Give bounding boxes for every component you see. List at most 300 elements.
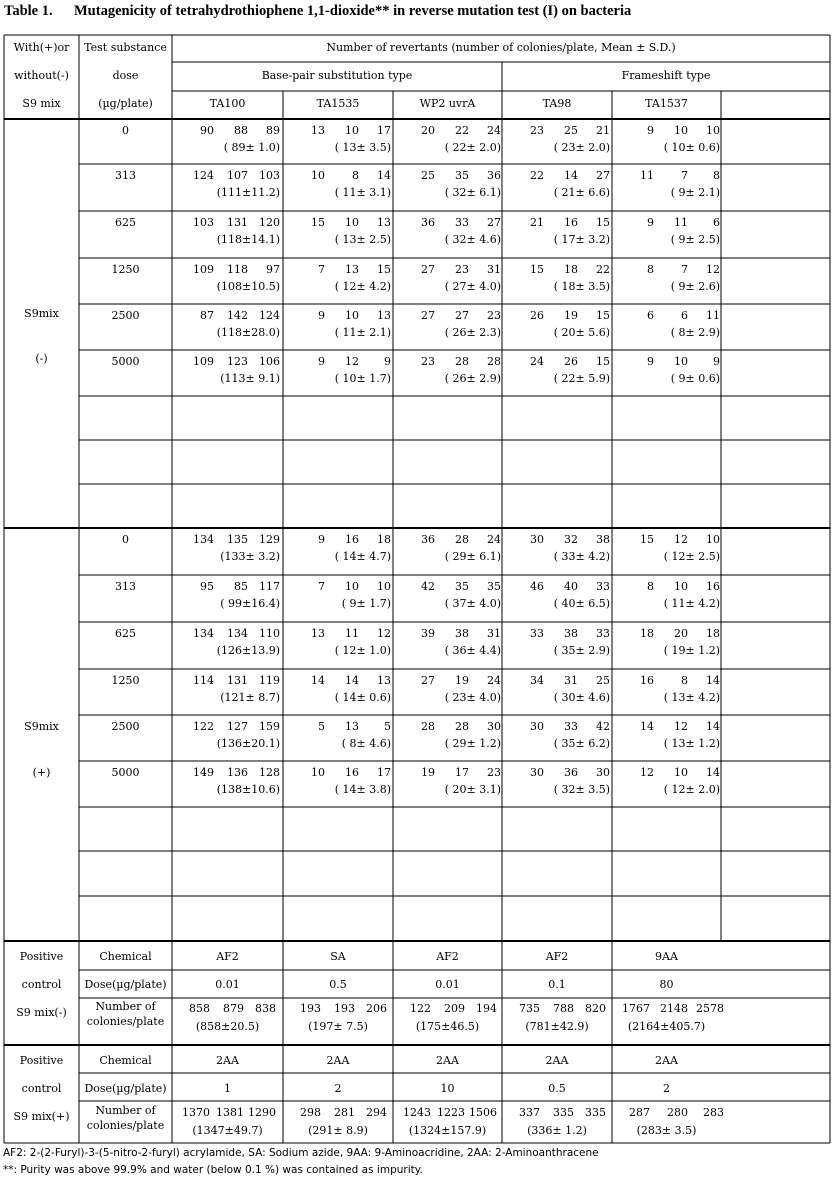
colony-count: 10 <box>706 124 720 137</box>
mean-sd: ( 29± 1.2) <box>444 737 501 750</box>
colony-count: 10 <box>674 124 688 137</box>
colony-count: 142 <box>227 309 248 322</box>
positive-colony-count: 838 <box>255 1002 276 1015</box>
colony-count: 11 <box>640 169 654 182</box>
mean-sd: ( 37± 4.0) <box>444 597 501 610</box>
mean-sd: ( 30± 4.6) <box>553 691 610 704</box>
row-label-dose: Dose(µg/plate) <box>84 1082 167 1095</box>
mean-sd: ( 12± 2.5) <box>663 550 720 563</box>
base-pair-header: Base-pair substitution type <box>261 69 413 82</box>
colony-count: 25 <box>421 169 435 182</box>
mean-sd: ( 12± 1.0) <box>334 644 391 657</box>
row-label-number: Number of <box>95 1000 156 1013</box>
dose-cell: 0 <box>122 124 129 137</box>
positive-colony-count: 294 <box>366 1106 387 1119</box>
colony-count: 12 <box>674 720 688 733</box>
colony-count: 16 <box>564 216 578 229</box>
dose-cell: 625 <box>115 627 136 640</box>
colony-count: 35 <box>487 580 501 593</box>
colony-count: 117 <box>259 580 280 593</box>
colony-count: 35 <box>455 580 469 593</box>
colony-count: 10 <box>311 766 325 779</box>
s9-block-label: S9mix <box>24 720 59 733</box>
colony-count: 27 <box>421 263 435 276</box>
mean-sd: ( 26± 2.9) <box>444 372 501 385</box>
mean-sd: ( 27± 4.0) <box>444 280 501 293</box>
s9-block-label: S9mix <box>24 307 59 320</box>
colony-count: 19 <box>455 674 469 687</box>
colony-count: 110 <box>259 627 280 640</box>
colony-count: 22 <box>455 124 469 137</box>
colony-count: 7 <box>681 169 688 182</box>
positive-colony-count: 1223 <box>437 1106 465 1119</box>
colony-count: 8 <box>352 169 359 182</box>
positive-chemical: AF2 <box>436 950 459 963</box>
colony-count: 10 <box>674 355 688 368</box>
colony-count: 9 <box>713 355 720 368</box>
mean-sd: (136±20.1) <box>216 737 280 750</box>
colony-count: 39 <box>421 627 435 640</box>
colony-count: 10 <box>706 533 720 546</box>
mean-sd: ( 14± 4.7) <box>334 550 391 563</box>
positive-colony-count: 280 <box>667 1106 688 1119</box>
colony-count: 25 <box>596 674 610 687</box>
colony-count: 15 <box>311 216 325 229</box>
colony-count: 6 <box>681 309 688 322</box>
mean-sd: ( 10± 0.6) <box>663 141 720 154</box>
colony-count: 24 <box>487 533 501 546</box>
colony-count: 17 <box>377 124 391 137</box>
row-label-dose: Dose(µg/plate) <box>84 978 167 991</box>
colony-count: 159 <box>259 720 280 733</box>
colony-count: 31 <box>487 627 501 640</box>
mean-sd: ( 19± 1.2) <box>663 644 720 657</box>
strain-header: WP2 uvrA <box>419 97 476 110</box>
positive-chemical: 9AA <box>655 950 678 963</box>
colony-count: 123 <box>227 355 248 368</box>
colony-count: 103 <box>259 169 280 182</box>
colony-count: 18 <box>640 627 654 640</box>
positive-colony-count: 298 <box>300 1106 321 1119</box>
mean-sd: (118±14.1) <box>216 233 280 246</box>
mean-sd: ( 8± 2.9) <box>670 326 720 339</box>
colony-count: 31 <box>487 263 501 276</box>
colony-count: 22 <box>530 169 544 182</box>
mean-sd: ( 33± 4.2) <box>553 550 610 563</box>
mean-sd: ( 89± 1.0) <box>223 141 280 154</box>
colony-count: 131 <box>227 674 248 687</box>
colony-count: 120 <box>259 216 280 229</box>
colony-count: 106 <box>259 355 280 368</box>
colony-count: 87 <box>200 309 214 322</box>
colony-count: 42 <box>421 580 435 593</box>
s9-block-label: (-) <box>35 352 48 365</box>
positive-colony-count: 879 <box>223 1002 244 1015</box>
dose-cell: 313 <box>115 580 136 593</box>
colony-count: 8 <box>713 169 720 182</box>
colony-count: 33 <box>564 720 578 733</box>
mean-sd: ( 9± 0.6) <box>670 372 720 385</box>
mean-sd: ( 8± 4.6) <box>341 737 391 750</box>
mean-sd: ( 20± 5.6) <box>553 326 610 339</box>
row-label-colonies: colonies/plate <box>86 1015 165 1028</box>
mean-sd: ( 23± 2.0) <box>553 141 610 154</box>
mean-sd: (126±13.9) <box>216 644 280 657</box>
colony-count: 10 <box>674 766 688 779</box>
mean-sd: ( 35± 2.9) <box>553 644 610 657</box>
colony-count: 36 <box>421 533 435 546</box>
colony-count: 16 <box>345 766 359 779</box>
strain-header: TA1537 <box>645 97 688 110</box>
s9-mix-header-line: S9 mix <box>22 97 61 110</box>
dose-cell: 1250 <box>111 674 140 687</box>
positive-dose: 0.1 <box>548 978 566 991</box>
positive-control-label: control <box>21 1082 62 1095</box>
positive-control-label: control <box>21 978 62 991</box>
colony-count: 20 <box>674 627 688 640</box>
footnote-purity: **: Purity was above 99.9% and water (below 0.1 %) was contained as impurity. <box>3 1164 423 1176</box>
colony-count: 16 <box>640 674 654 687</box>
s9-mix-header-line: without(-) <box>14 69 69 82</box>
test-substance-header-line: Test substance <box>84 41 167 54</box>
colony-count: 13 <box>345 263 359 276</box>
colony-count: 114 <box>193 674 214 687</box>
colony-count: 8 <box>647 263 654 276</box>
mean-sd: ( 11± 4.2) <box>663 597 720 610</box>
colony-count: 13 <box>377 309 391 322</box>
colony-count: 10 <box>377 580 391 593</box>
table-caption: Mutagenicity of tetrahydrothiophene 1,1-dioxide** in reverse mutation test (I) on bacteria <box>74 3 632 19</box>
colony-count: 27 <box>487 216 501 229</box>
colony-count: 36 <box>564 766 578 779</box>
mean-sd: ( 22± 5.9) <box>553 372 610 385</box>
colony-count: 10 <box>345 309 359 322</box>
colony-count: 124 <box>193 169 214 182</box>
mean-sd: ( 14± 0.6) <box>334 691 391 704</box>
mean-sd: ( 23± 4.0) <box>444 691 501 704</box>
colony-count: 31 <box>564 674 578 687</box>
colony-count: 27 <box>421 674 435 687</box>
colony-count: 12 <box>706 263 720 276</box>
colony-count: 33 <box>530 627 544 640</box>
colony-count: 107 <box>227 169 248 182</box>
colony-count: 28 <box>455 720 469 733</box>
colony-count: 16 <box>345 533 359 546</box>
colony-count: 15 <box>596 309 610 322</box>
colony-count: 17 <box>455 766 469 779</box>
colony-count: 18 <box>377 533 391 546</box>
dose-cell: 313 <box>115 169 136 182</box>
colony-count: 12 <box>640 766 654 779</box>
colony-count: 34 <box>530 674 544 687</box>
colony-count: 5 <box>318 720 325 733</box>
positive-mean-sd: (2164±405.7) <box>627 1020 706 1033</box>
colony-count: 17 <box>377 766 391 779</box>
colony-count: 15 <box>377 263 391 276</box>
mean-sd: ( 9± 1.7) <box>341 597 391 610</box>
positive-control-label: Positive <box>19 1054 64 1067</box>
positive-colony-count: 1381 <box>216 1106 244 1119</box>
positive-chemical: AF2 <box>216 950 239 963</box>
mean-sd: ( 17± 3.2) <box>553 233 610 246</box>
colony-count: 95 <box>200 580 214 593</box>
mean-sd: ( 13± 4.2) <box>663 691 720 704</box>
mean-sd: (111±11.2) <box>216 186 280 199</box>
colony-count: 30 <box>530 533 544 546</box>
colony-count: 109 <box>193 355 214 368</box>
colony-count: 10 <box>345 124 359 137</box>
row-label-colonies: colonies/plate <box>86 1119 165 1132</box>
colony-count: 6 <box>647 309 654 322</box>
colony-count: 135 <box>227 533 248 546</box>
colony-count: 14 <box>564 169 578 182</box>
colony-count: 134 <box>193 627 214 640</box>
colony-count: 33 <box>455 216 469 229</box>
mean-sd: ( 35± 6.2) <box>553 737 610 750</box>
dose-cell: 2500 <box>111 309 140 322</box>
positive-mean-sd: (858±20.5) <box>195 1020 260 1033</box>
positive-dose: 2 <box>334 1082 342 1095</box>
positive-dose: 10 <box>440 1082 455 1095</box>
mean-sd: ( 22± 2.0) <box>444 141 501 154</box>
positive-dose: 0.01 <box>435 978 460 991</box>
mean-sd: ( 10± 1.7) <box>334 372 391 385</box>
colony-count: 27 <box>421 309 435 322</box>
mean-sd: (121± 8.7) <box>220 691 280 704</box>
colony-count: 32 <box>564 533 578 546</box>
colony-count: 6 <box>713 216 720 229</box>
mean-sd: ( 36± 4.4) <box>444 644 501 657</box>
colony-count: 122 <box>193 720 214 733</box>
positive-colony-count: 122 <box>410 1002 431 1015</box>
mean-sd: ( 9± 2.5) <box>670 233 720 246</box>
colony-count: 85 <box>234 580 248 593</box>
colony-count: 15 <box>640 533 654 546</box>
colony-count: 88 <box>234 124 248 137</box>
colony-count: 16 <box>706 580 720 593</box>
positive-mean-sd: (1347±49.7) <box>192 1124 263 1137</box>
mean-sd: ( 13± 2.5) <box>334 233 391 246</box>
colony-count: 22 <box>596 263 610 276</box>
positive-chemical: SA <box>330 950 346 963</box>
mean-sd: ( 21± 6.6) <box>553 186 610 199</box>
colony-count: 12 <box>674 533 688 546</box>
colony-count: 118 <box>227 263 248 276</box>
revertants-header: Number of revertants (number of colonies/plate, Mean ± S.D.) <box>326 41 676 54</box>
colony-count: 18 <box>706 627 720 640</box>
strain-header: TA98 <box>542 97 572 110</box>
positive-colony-count: 858 <box>189 1002 210 1015</box>
colony-count: 9 <box>647 124 654 137</box>
colony-count: 14 <box>377 169 391 182</box>
positive-dose: 0.5 <box>329 978 347 991</box>
colony-count: 14 <box>706 766 720 779</box>
colony-count: 15 <box>530 263 544 276</box>
colony-count: 18 <box>564 263 578 276</box>
positive-chemical: AF2 <box>545 950 569 963</box>
positive-colony-count: 337 <box>519 1106 540 1119</box>
colony-count: 8 <box>681 674 688 687</box>
mean-sd: (108±10.5) <box>216 280 280 293</box>
colony-count: 28 <box>421 720 435 733</box>
colony-count: 21 <box>530 216 544 229</box>
positive-dose: 80 <box>659 978 674 991</box>
colony-count: 23 <box>530 124 544 137</box>
mean-sd: (118±28.0) <box>216 326 280 339</box>
colony-count: 11 <box>674 216 688 229</box>
strain-header: TA100 <box>209 97 246 110</box>
dose-cell: 5000 <box>111 766 140 779</box>
colony-count: 20 <box>421 124 435 137</box>
colony-count: 10 <box>345 580 359 593</box>
mean-sd: ( 29± 6.1) <box>444 550 501 563</box>
colony-count: 24 <box>487 674 501 687</box>
positive-colony-count: 287 <box>629 1106 650 1119</box>
mean-sd: ( 26± 2.3) <box>444 326 501 339</box>
colony-count: 23 <box>487 766 501 779</box>
colony-count: 15 <box>596 216 610 229</box>
mean-sd: (113± 9.1) <box>220 372 280 385</box>
colony-count: 149 <box>193 766 214 779</box>
colony-count: 24 <box>487 124 501 137</box>
colony-count: 23 <box>455 263 469 276</box>
colony-count: 129 <box>259 533 280 546</box>
test-substance-header-line: dose <box>112 69 139 82</box>
colony-count: 26 <box>564 355 578 368</box>
positive-colony-count: 1290 <box>248 1106 276 1119</box>
colony-count: 38 <box>564 627 578 640</box>
colony-count: 124 <box>259 309 280 322</box>
mean-sd: ( 12± 2.0) <box>663 783 720 796</box>
colony-count: 13 <box>311 124 325 137</box>
colony-count: 7 <box>681 263 688 276</box>
colony-count: 28 <box>455 533 469 546</box>
colony-count: 42 <box>596 720 610 733</box>
colony-count: 89 <box>266 124 280 137</box>
positive-colony-count: 193 <box>334 1002 355 1015</box>
positive-colony-count: 1767 <box>622 1002 650 1015</box>
colony-count: 8 <box>647 580 654 593</box>
positive-colony-count: 193 <box>300 1002 321 1015</box>
colony-count: 9 <box>318 355 325 368</box>
positive-colony-count: 1243 <box>403 1106 431 1119</box>
positive-colony-count: 2578 <box>696 1002 724 1015</box>
positive-colony-count: 335 <box>585 1106 606 1119</box>
colony-count: 38 <box>596 533 610 546</box>
mean-sd: ( 18± 3.5) <box>553 280 610 293</box>
colony-count: 9 <box>647 216 654 229</box>
positive-chemical: 2AA <box>216 1054 239 1067</box>
colony-count: 128 <box>259 766 280 779</box>
colony-count: 134 <box>227 627 248 640</box>
colony-count: 7 <box>318 580 325 593</box>
colony-count: 30 <box>530 720 544 733</box>
colony-count: 10 <box>345 216 359 229</box>
frameshift-header: Frameshift type <box>621 69 711 82</box>
positive-mean-sd: (197± 7.5) <box>308 1020 368 1033</box>
colony-count: 7 <box>318 263 325 276</box>
s9-mix-header-line: With(+)or <box>13 41 70 54</box>
footnote-abbreviations: AF2: 2-(2-Furyl)-3-(5-nitro-2-furyl) acrylamide, SA: Sodium azide, 9AA: 9-Aminoacridine, 2AA: 2-Aminoanthracene <box>3 1147 599 1159</box>
dose-cell: 625 <box>115 216 136 229</box>
colony-count: 23 <box>421 355 435 368</box>
positive-mean-sd: (781±42.9) <box>525 1020 589 1033</box>
colony-count: 35 <box>455 169 469 182</box>
mean-sd: ( 11± 3.1) <box>334 186 391 199</box>
colony-count: 30 <box>596 766 610 779</box>
colony-count: 13 <box>345 720 359 733</box>
colony-count: 19 <box>421 766 435 779</box>
colony-count: 15 <box>596 355 610 368</box>
positive-chemical: 2AA <box>655 1054 678 1067</box>
colony-count: 9 <box>318 309 325 322</box>
colony-count: 27 <box>596 169 610 182</box>
positive-colony-count: 281 <box>334 1106 355 1119</box>
positive-colony-count: 820 <box>585 1002 606 1015</box>
colony-count: 90 <box>200 124 214 137</box>
colony-count: 14 <box>311 674 325 687</box>
colony-count: 10 <box>311 169 325 182</box>
colony-count: 21 <box>596 124 610 137</box>
colony-count: 136 <box>227 766 248 779</box>
mean-sd: ( 99±16.4) <box>220 597 280 610</box>
dose-cell: 1250 <box>111 263 140 276</box>
row-label-number: Number of <box>95 1104 156 1117</box>
colony-count: 46 <box>530 580 544 593</box>
table-number: Table 1. <box>4 3 53 19</box>
colony-count: 38 <box>455 627 469 640</box>
positive-colony-count: 194 <box>476 1002 497 1015</box>
positive-colony-count: 206 <box>366 1002 387 1015</box>
mean-sd: ( 20± 3.1) <box>444 783 501 796</box>
colony-count: 14 <box>706 720 720 733</box>
colony-count: 36 <box>487 169 501 182</box>
colony-count: 11 <box>345 627 359 640</box>
colony-count: 40 <box>564 580 578 593</box>
colony-count: 19 <box>564 309 578 322</box>
positive-control-label: Positive <box>19 950 64 963</box>
positive-chemical: 2AA <box>326 1054 350 1067</box>
colony-count: 13 <box>377 216 391 229</box>
positive-control-label: S9 mix(-) <box>16 1006 67 1019</box>
s9-block-label: (+) <box>32 766 51 779</box>
positive-colony-count: 1370 <box>182 1106 210 1119</box>
mean-sd: ( 40± 6.5) <box>553 597 610 610</box>
positive-dose: 1 <box>224 1082 231 1095</box>
colony-count: 24 <box>530 355 544 368</box>
dose-cell: 0 <box>122 533 129 546</box>
colony-count: 33 <box>596 627 610 640</box>
colony-count: 14 <box>706 674 720 687</box>
colony-count: 97 <box>266 263 280 276</box>
colony-count: 28 <box>455 355 469 368</box>
strain-header: TA1535 <box>316 97 360 110</box>
row-label-chemical: Chemical <box>99 950 152 963</box>
mean-sd: ( 14± 3.8) <box>334 783 391 796</box>
colony-count: 9 <box>384 355 391 368</box>
colony-count: 25 <box>564 124 578 137</box>
mean-sd: ( 13± 3.5) <box>334 141 391 154</box>
colony-count: 131 <box>227 216 248 229</box>
positive-mean-sd: (336± 1.2) <box>527 1124 587 1137</box>
mean-sd: ( 9± 2.6) <box>670 280 720 293</box>
mean-sd: ( 13± 1.2) <box>663 737 720 750</box>
positive-colony-count: 335 <box>553 1106 574 1119</box>
colony-count: 33 <box>596 580 610 593</box>
mean-sd: ( 32± 3.5) <box>553 783 610 796</box>
positive-mean-sd: (291± 8.9) <box>308 1124 368 1137</box>
positive-dose: 2 <box>663 1082 670 1095</box>
